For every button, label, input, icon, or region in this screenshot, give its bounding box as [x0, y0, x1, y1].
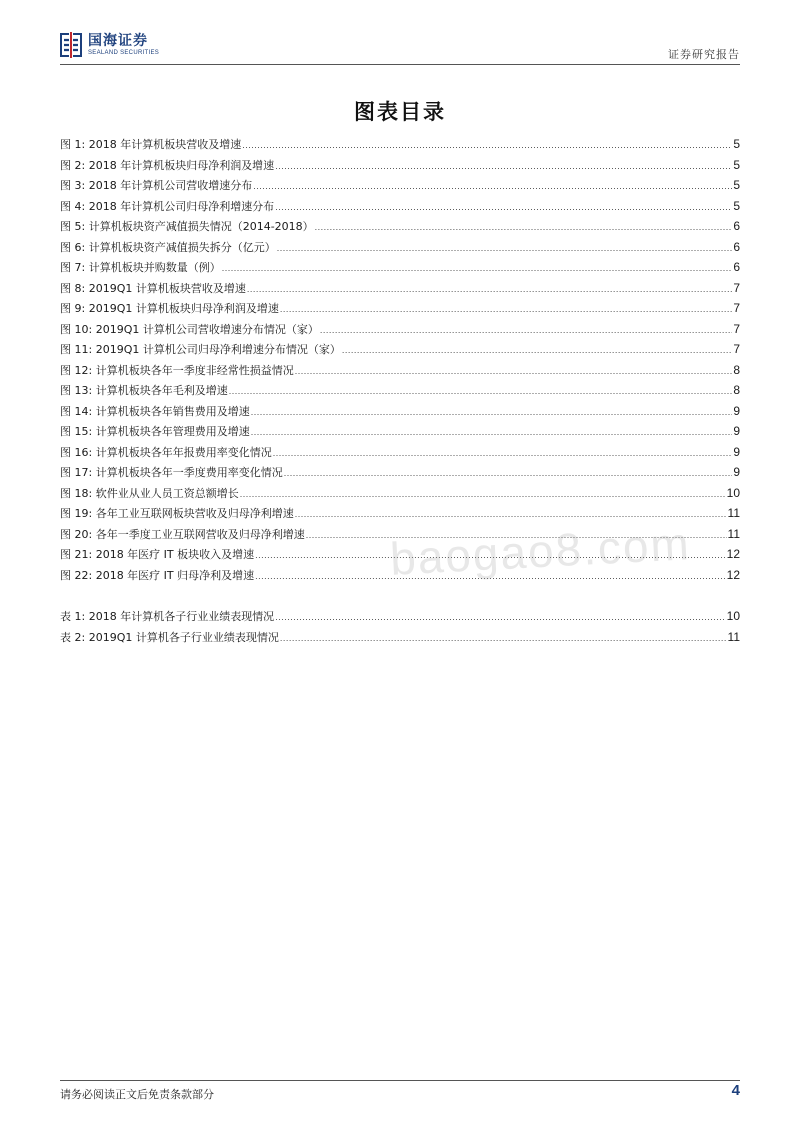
toc-dot-leader: [251, 422, 733, 443]
toc-entry-label: 图 13: 计算机板块各年毛利及增速: [60, 384, 228, 397]
toc-entry-page: 7: [733, 321, 740, 336]
toc-entry-page: 11: [727, 629, 740, 644]
logo-english-name: SEALAND SECURITIES: [88, 50, 160, 56]
toc-dot-leader: [247, 279, 732, 300]
toc-entry-label: 图 18: 软件业从业人员工资总额增长: [60, 486, 239, 500]
toc-entry-label: 图 2: 2018 年计算机板块归母净利润及增速: [60, 158, 275, 172]
toc-entry-page: 5: [733, 137, 740, 151]
toc-entry-page: 8: [733, 362, 740, 377]
toc-figure-entry[interactable]: [60, 401, 740, 422]
section-gap: [60, 585, 740, 606]
toc-entry-label: 图 4: 2018 年计算机公司归母净利增速分布: [60, 199, 275, 213]
toc-dot-leader: [275, 156, 732, 177]
toc-entry-label: 图 10: 2019Q1 计算机公司营收增速分布情况（家）: [60, 322, 319, 336]
toc-entry-label: 图 20: 各年一季度工业互联网营收及归母净利增速: [60, 527, 305, 541]
toc-dot-leader: [295, 361, 733, 382]
toc-entry-label: 图 8: 2019Q1 计算机板块营收及增速: [60, 281, 246, 295]
toc-entry-page: 7: [733, 342, 740, 356]
toc-figure-entry[interactable]: [60, 462, 740, 483]
toc-entry-page: 10: [726, 485, 740, 500]
toc-entry-label: 图 22: 2018 年医疗 IT 归母净利及增速: [60, 568, 255, 582]
toc-entry-page: 10: [726, 609, 740, 623]
toc-entry-page: 11: [727, 526, 740, 541]
toc-figure-entry[interactable]: [60, 360, 740, 381]
figure-list: [60, 134, 740, 585]
report-type-label: 证券研究报告: [668, 48, 740, 61]
toc-dot-leader: [342, 340, 732, 361]
toc-entry-page: 6: [733, 219, 740, 233]
toc-dot-leader: [280, 628, 727, 649]
toc-entry-label: 表 2: 2019Q1 计算机各子行业业绩表现情况: [60, 630, 279, 644]
toc-entry-label: 表 1: 2018 年计算机各子行业业绩表现情况: [60, 610, 275, 623]
toc-entry-page: 7: [733, 280, 740, 295]
toc-figure-entry[interactable]: [60, 237, 740, 258]
company-logo: [60, 32, 159, 58]
toc-entry-page: 5: [733, 178, 740, 192]
toc-entry-page: 9: [733, 444, 740, 459]
toc-entry-page: 12: [726, 567, 740, 582]
toc-figure-entry[interactable]: [60, 278, 740, 299]
toc-entry-label: 图 1: 2018 年计算机板块营收及增速: [60, 138, 242, 151]
toc-figure-entry[interactable]: [60, 483, 740, 504]
toc-entry-label: 图 15: 计算机板块各年管理费用及增速: [60, 425, 250, 438]
toc-dot-leader: [273, 443, 733, 464]
toc-entry-page: 5: [733, 198, 740, 213]
toc-entry-page: 9: [733, 424, 740, 438]
toc-dot-leader: [320, 320, 732, 341]
toc-dot-leader: [277, 238, 733, 259]
toc-dot-leader: [280, 299, 732, 320]
toc-entry-page: 12: [726, 547, 740, 561]
toc-entry-label: 图 9: 2019Q1 计算机板块归母净利润及增速: [60, 302, 279, 315]
toc-figure-entry[interactable]: [60, 175, 740, 196]
toc-figure-entry[interactable]: [60, 298, 740, 319]
toc-entry-label: 图 16: 计算机板块各年年报费用率变化情况: [60, 445, 272, 459]
toc-figure-entry[interactable]: [60, 339, 740, 360]
toc-entry-label: 图 19: 各年工业互联网板块营收及归母净利增速: [60, 507, 294, 520]
toc-table-entry[interactable]: [60, 627, 740, 648]
toc-dot-leader: [242, 135, 732, 156]
toc-entry-label: 图 11: 2019Q1 计算机公司归母净利增速分布情况（家）: [60, 343, 341, 356]
toc-dot-leader: [275, 607, 725, 628]
watermark: baogao8.com: [388, 517, 692, 585]
toc-figure-entry[interactable]: [60, 196, 740, 217]
toc-dot-leader: [229, 381, 733, 402]
toc-entry-label: 图 5: 计算机板块资产减值损失情况（2014-2018）: [60, 220, 314, 233]
toc-entry-label: 图 17: 计算机板块各年一季度费用率变化情况: [60, 466, 283, 479]
toc-entry-page: 11: [727, 506, 740, 520]
toc-entry-label: 图 14: 计算机板块各年销售费用及增速: [60, 404, 250, 418]
toc-entry-page: 6: [733, 260, 740, 274]
toc-entry-page: 9: [733, 403, 740, 418]
toc-dot-leader: [275, 197, 732, 218]
toc-dot-leader: [222, 258, 733, 279]
disclaimer-text: 请务必阅读正文后免责条款部分: [60, 1088, 214, 1101]
table-list: [60, 606, 740, 647]
toc-figure-entry[interactable]: [60, 421, 740, 442]
toc-entry-label: 图 3: 2018 年计算机公司营收增速分布: [60, 179, 253, 192]
toc-entry-page: 8: [733, 383, 740, 397]
toc-figure-entry[interactable]: [60, 319, 740, 340]
toc-figure-entry[interactable]: [60, 380, 740, 401]
toc-dot-leader: [240, 484, 726, 505]
toc-table-entry[interactable]: [60, 606, 740, 627]
page-title: 图表目录: [354, 100, 446, 124]
footer-divider: [60, 1080, 740, 1081]
toc-entry-page: 6: [733, 239, 740, 254]
toc-figure-entry[interactable]: [60, 155, 740, 176]
toc-figure-entry[interactable]: [60, 442, 740, 463]
toc-figure-entry[interactable]: [60, 257, 740, 278]
toc-entry-label: 图 6: 计算机板块资产减值损失拆分（亿元）: [60, 240, 276, 254]
page-header: [60, 30, 740, 64]
page-number: 4: [731, 1082, 740, 1099]
toc-dot-leader: [251, 402, 733, 423]
toc-figure-entry[interactable]: [60, 216, 740, 237]
toc-entry-label: 图 7: 计算机板块并购数量（例）: [60, 261, 221, 274]
toc-entry-page: 5: [733, 157, 740, 172]
toc-dot-leader: [315, 217, 733, 238]
toc-entry-label: 图 21: 2018 年医疗 IT 板块收入及增速: [60, 548, 255, 561]
header-divider: [60, 64, 740, 65]
sealand-logo-icon: [60, 32, 82, 58]
toc-dot-leader: [253, 176, 732, 197]
logo-chinese-name: 国海证券: [88, 33, 148, 49]
toc-entry-page: 9: [733, 465, 740, 479]
toc-figure-entry[interactable]: [60, 134, 740, 155]
toc-entry-label: 图 12: 计算机板块各年一季度非经常性损益情况: [60, 363, 294, 377]
toc-entry-page: 7: [733, 301, 740, 315]
toc-dot-leader: [284, 463, 733, 484]
